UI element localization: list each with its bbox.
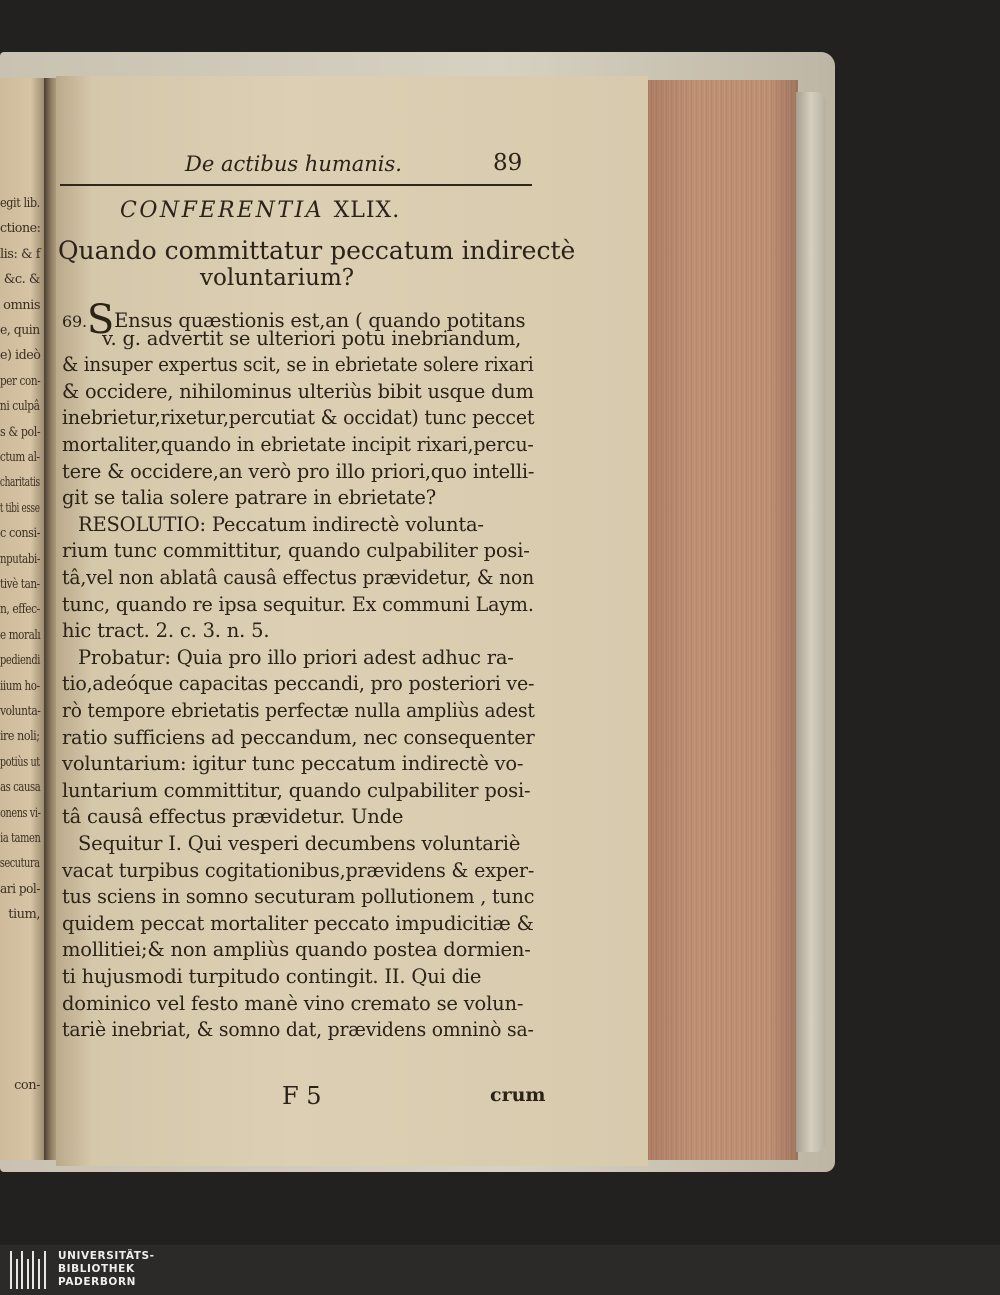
left-page-fragment: n, effec- bbox=[0, 602, 40, 618]
left-page-fragment: c consi- bbox=[0, 526, 40, 542]
page-number: 89 bbox=[493, 150, 523, 176]
body-line bbox=[62, 593, 534, 616]
conference-title bbox=[120, 198, 400, 223]
left-page-fragment: ctione: bbox=[0, 221, 40, 237]
body-line bbox=[62, 433, 534, 456]
left-page-fragment: potiùs ut bbox=[0, 754, 40, 770]
body-line bbox=[62, 938, 531, 961]
line-text: v. g. advertit se ulteriori potu inebriandum, bbox=[102, 326, 522, 350]
header-rule bbox=[60, 184, 532, 186]
line-text: inebrietur,rixetur,percutiat & occidat) tunc peccet bbox=[62, 406, 535, 430]
library-logo-icon bbox=[10, 1251, 50, 1289]
body-line bbox=[62, 965, 481, 988]
drop-cap: S bbox=[86, 297, 115, 343]
running-head: De actibus humanis. bbox=[185, 152, 402, 176]
left-page-fragment: &c. & bbox=[3, 272, 40, 288]
line-text: & insuper expertus scit, se in ebrietate solere rixari bbox=[62, 353, 534, 377]
left-page-fragment: tium, bbox=[8, 907, 40, 923]
left-page-fragment: t tibi esse bbox=[0, 500, 40, 516]
footer-line-3: PADERBORN bbox=[58, 1276, 137, 1288]
body-line bbox=[62, 779, 530, 802]
left-page-fragment: egit lib. bbox=[0, 196, 40, 211]
line-text: tunc, quando re ipsa sequitur. Ex communi Laym. bbox=[62, 592, 534, 616]
line-text: mortaliter,quando in ebrietate incipit rixari,percu- bbox=[62, 433, 534, 456]
left-page-fragment: pediendi bbox=[0, 653, 40, 669]
body-line bbox=[102, 327, 521, 350]
left-page-fragment: e) ideò bbox=[0, 348, 40, 364]
line-text: rium tunc committitur, quando culpabiliter posi- bbox=[62, 539, 530, 563]
left-page-fragment: e, quin bbox=[0, 323, 40, 338]
line-text: ti hujusmodi turpitudo contingit. II. Qui die bbox=[62, 965, 482, 988]
logo-bar bbox=[10, 1251, 12, 1289]
body-line bbox=[62, 752, 523, 775]
conference-number: XLIX. bbox=[333, 198, 401, 223]
line-text: rò tempore ebrietatis perfectæ nulla ampliùs adest bbox=[62, 699, 535, 722]
library-footer bbox=[0, 1245, 1000, 1295]
line-text: tariè inebriat, & somno dat, prævidens omninò sa- bbox=[62, 1018, 534, 1042]
body-line bbox=[62, 619, 269, 642]
body-line bbox=[78, 513, 484, 536]
left-page-fragment: ire noli; bbox=[0, 729, 40, 745]
body-line bbox=[62, 699, 535, 722]
logo-bar bbox=[44, 1251, 46, 1289]
left-page-fragment: as causa bbox=[0, 780, 40, 796]
line-text: git se talia solere patrare in ebrietate? bbox=[62, 486, 437, 510]
conference-prefix: CONFERENTIA bbox=[120, 198, 325, 223]
left-page-fragment: per con- bbox=[0, 373, 40, 389]
body-line bbox=[62, 566, 534, 589]
left-page-fragment: ia tamen bbox=[0, 831, 40, 846]
left-page-fragment: ctum al- bbox=[0, 450, 40, 465]
body-line bbox=[78, 646, 514, 669]
left-page-fragment: ari pol- bbox=[0, 881, 40, 897]
line-text: tâ,vel non ablatâ causâ effectus prævidetur, & non bbox=[62, 566, 534, 589]
body-line bbox=[62, 353, 534, 376]
line-text: mollitiei;& non ampliùs quando postea dormien- bbox=[62, 938, 531, 962]
left-page-fragment: con- bbox=[14, 1078, 40, 1093]
logo-bar bbox=[27, 1259, 29, 1289]
left-page bbox=[0, 78, 44, 1160]
footer-line-2: BIBLIOTHEK bbox=[58, 1263, 135, 1275]
question-title-line-2: voluntarium? bbox=[200, 265, 355, 291]
line-text: hic tract. 2. c. 3. n. 5. bbox=[62, 619, 270, 643]
body-line bbox=[62, 380, 534, 403]
line-text: Ensus quæstionis est,an ( quando potitans bbox=[114, 309, 526, 332]
body-line bbox=[62, 460, 534, 483]
cover-flap bbox=[796, 92, 826, 1152]
left-page-fragment: lis: & f bbox=[0, 246, 40, 262]
line-text: tâ causâ effectus prævidetur. Unde bbox=[62, 805, 404, 829]
line-text: luntarium committitur, quando culpabiliter posi- bbox=[62, 778, 531, 802]
left-page-fragment: secutura bbox=[0, 856, 40, 872]
body-line bbox=[62, 486, 436, 509]
logo-bar bbox=[38, 1259, 40, 1289]
paragraph-number: 69. bbox=[62, 312, 87, 331]
left-page-fragment: tivè tan- bbox=[0, 577, 40, 592]
body-line bbox=[62, 805, 403, 828]
line-text: RESOLUTIO: Peccatum indirectè volunta- bbox=[78, 512, 484, 536]
logo-bar bbox=[21, 1251, 23, 1289]
left-page-fragment: charitatis bbox=[0, 475, 40, 491]
line-text: quidem peccat mortaliter peccato impudicitiæ & bbox=[62, 911, 534, 935]
left-page-fragment: ni culpâ bbox=[0, 399, 40, 415]
body-line bbox=[62, 672, 534, 695]
line-text: tus sciens in somno secuturam pollutionem , tunc bbox=[62, 885, 535, 909]
body-line bbox=[62, 912, 534, 935]
footer-line-1: UNIVERSITÄTS- bbox=[58, 1250, 155, 1262]
line-text: Probatur: Quia pro illo priori adest adhuc ra- bbox=[78, 645, 514, 669]
logo-bar bbox=[32, 1251, 34, 1289]
body-line bbox=[62, 859, 534, 882]
left-page-fragment: s & pol- bbox=[0, 424, 40, 440]
left-page-fragment: iium ho- bbox=[0, 678, 40, 694]
line-text: tio,adeóque capacitas peccandi, pro posteriori ve- bbox=[62, 672, 535, 696]
left-page-fragment: e moralı bbox=[0, 627, 40, 643]
body-line bbox=[62, 406, 534, 429]
body-line bbox=[62, 726, 535, 749]
line-text: voluntarium: igitur tunc peccatum indirectè vo- bbox=[62, 752, 524, 776]
left-page-fragment: onens vi- bbox=[0, 805, 40, 821]
body-line bbox=[62, 885, 534, 908]
left-page-fragment: volunta- bbox=[0, 704, 40, 719]
left-page-fragment: omnis bbox=[3, 297, 40, 313]
body-line bbox=[62, 1018, 534, 1041]
body-line bbox=[62, 539, 530, 562]
line-text: Sequitur I. Qui vesperi decumbens voluntariè bbox=[78, 832, 521, 855]
question-title-line-1: Quando committatur peccatum indirectè bbox=[58, 236, 576, 265]
body-line bbox=[62, 992, 523, 1015]
line-text: vacat turpibus cogitationibus,prævidens & exper- bbox=[62, 858, 535, 882]
line-text: tere & occidere,an verò pro illo priori,quo intelli- bbox=[62, 459, 535, 483]
logo-bar bbox=[16, 1259, 18, 1289]
signature-mark: F 5 bbox=[282, 1082, 322, 1110]
catchword: crum bbox=[490, 1084, 546, 1106]
line-text: dominico vel festo manè vino cremato se volun- bbox=[62, 991, 524, 1015]
body-line bbox=[78, 832, 520, 855]
line-text: ratio sufficiens ad peccandum, nec consequenter bbox=[62, 725, 535, 749]
line-text: & occidere, nihilominus ulteriùs bibit usque dum bbox=[62, 379, 534, 403]
left-page-fragment: nputabi- bbox=[0, 551, 40, 567]
